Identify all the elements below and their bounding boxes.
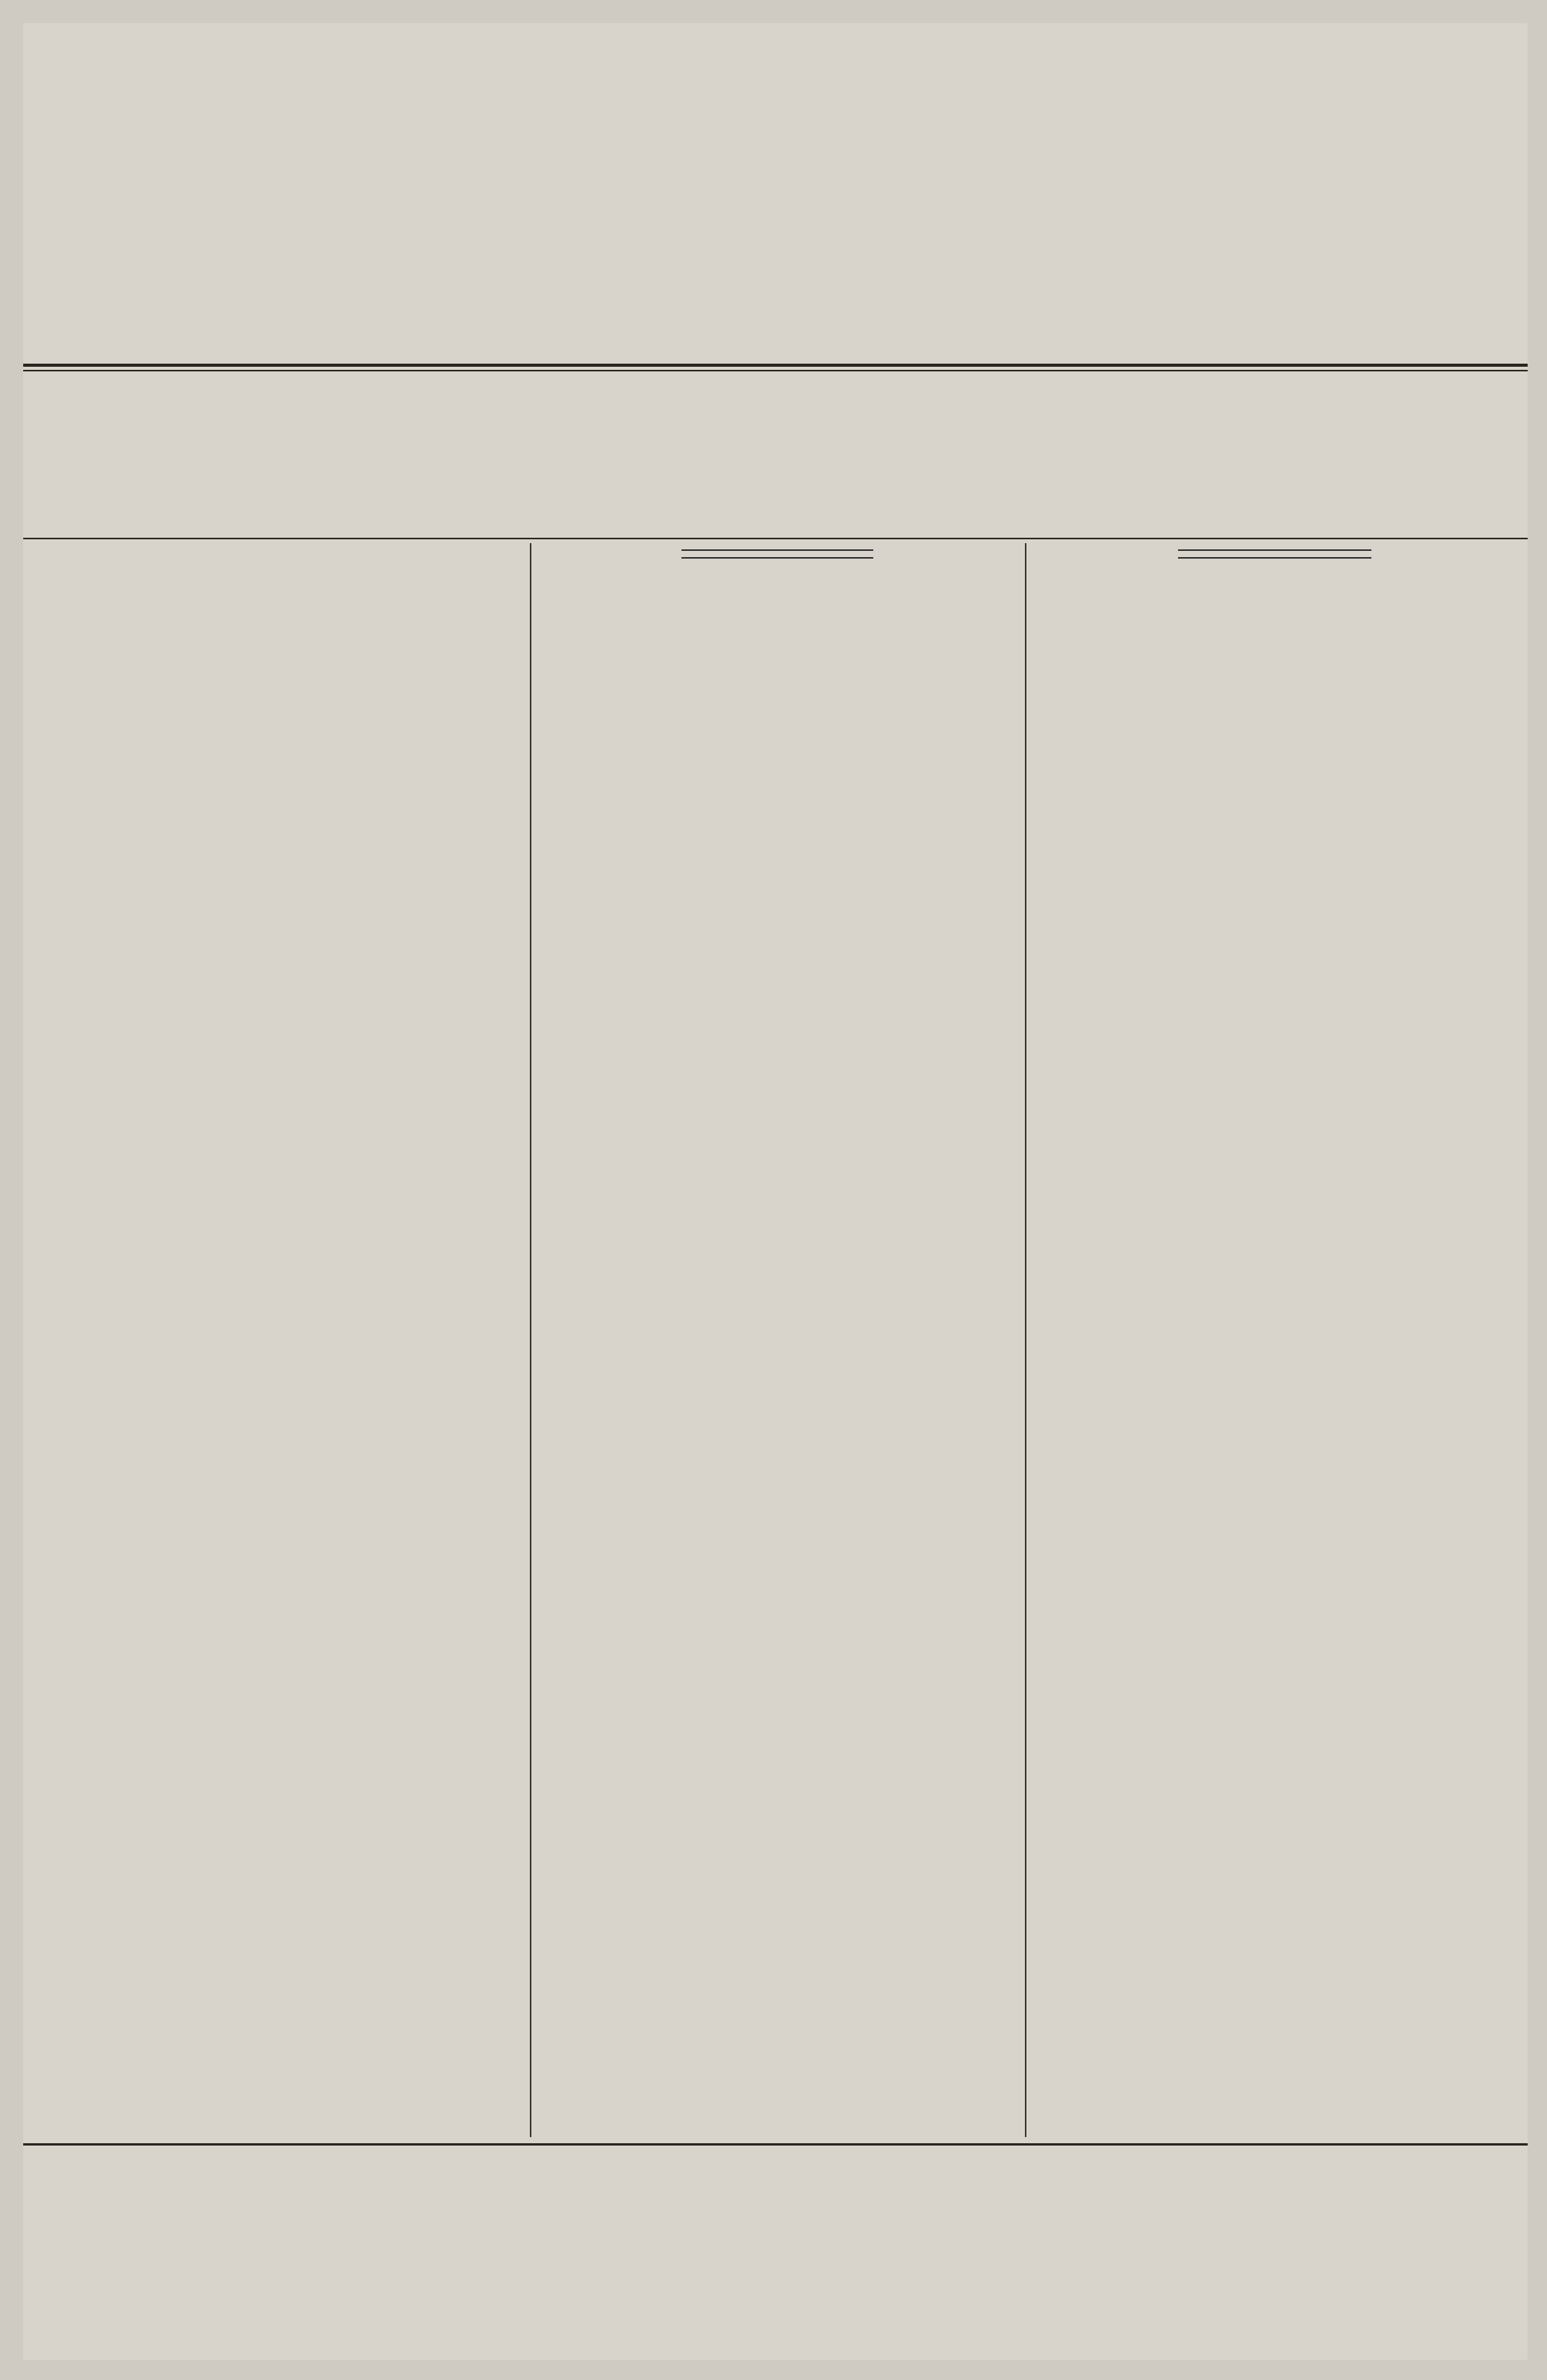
section-divider: [1178, 557, 1371, 559]
section-divider: [681, 549, 873, 551]
header-rule-thin: [23, 370, 1528, 371]
column-1: [39, 543, 522, 2137]
header-rule: [23, 364, 1528, 367]
column-3: [1033, 543, 1516, 2137]
section-divider: [681, 557, 873, 559]
column-divider: [1025, 543, 1026, 2137]
ad-rule: [23, 2143, 1528, 2146]
newspaper-page: [23, 23, 1528, 2360]
ad-question: [62, 2159, 495, 2352]
headline-rule: [23, 538, 1528, 539]
war-bonds-advertisement: [23, 2151, 1528, 2360]
section-divider: [1178, 549, 1371, 551]
column-2: [538, 543, 1017, 2137]
masthead-title: [217, 70, 1323, 248]
column-divider: [530, 543, 531, 2137]
